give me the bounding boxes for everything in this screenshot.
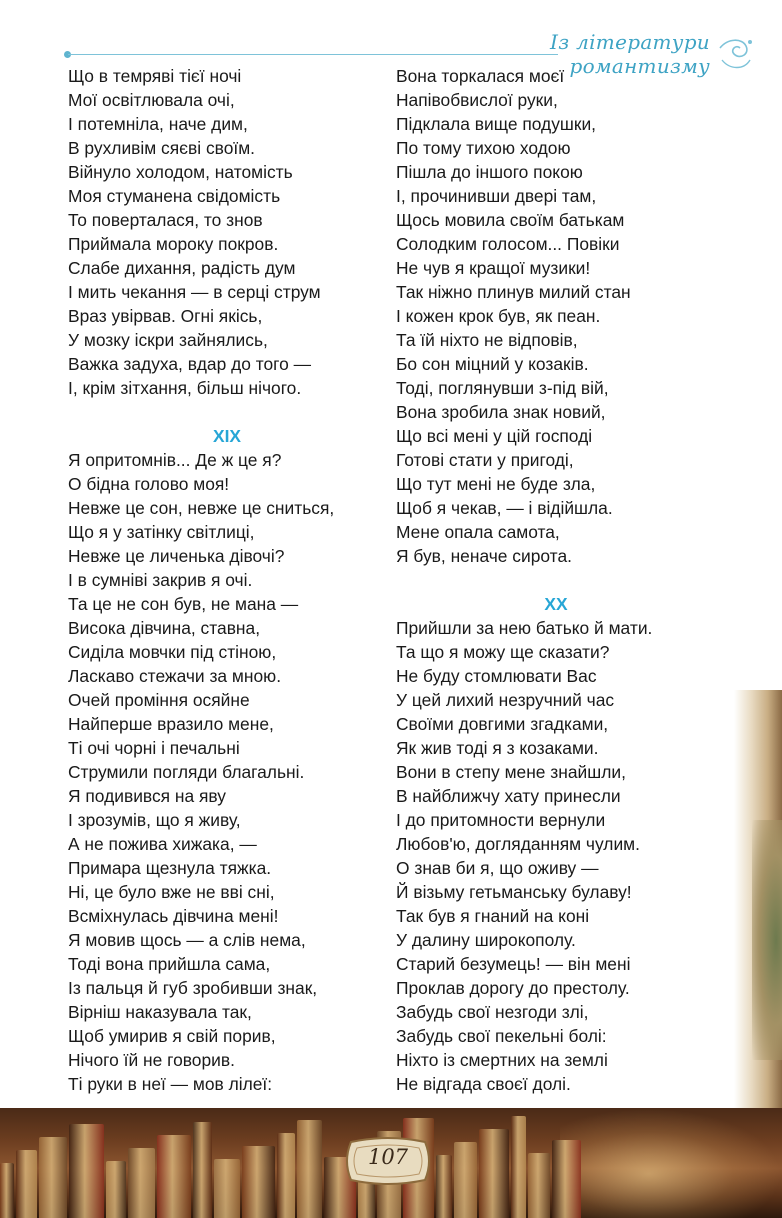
book-spine (157, 1135, 191, 1218)
poem-column-right (396, 64, 716, 1096)
poem-line: Я був, неначе сирота. (396, 546, 572, 566)
poem-line: Моя стуманена свідомість (68, 186, 281, 206)
poem-line: Що в темряві тієї ночі (68, 66, 242, 86)
page-number: 107 (367, 1145, 409, 1169)
poem-line: Війнуло холодом, натомість (68, 162, 293, 182)
poem-line: Ласкаво стежачи за мною. (68, 666, 282, 686)
poem-line: Щоб я чекав, — і відійшла. (396, 498, 613, 518)
poem-column-left (68, 64, 386, 1096)
poem-line: Примара щезнула тяжка. (68, 858, 272, 878)
poem-line: І, прочинивши двері там, (396, 186, 597, 206)
poem-line: У цей лихий незручний час (396, 690, 615, 710)
poem-line: Солодким голосом... Повіки (396, 234, 620, 254)
poem-line: І в сумніві закрив я очі. (68, 570, 253, 590)
poem-line: Щось мовила своїм батькам (396, 210, 625, 230)
poem-line: Очей проміння осяйне (68, 690, 250, 710)
poem-line: В рухливім сяєві своїм. (68, 138, 256, 158)
poem-line: Висока дівчина, ставна, (68, 618, 261, 638)
book-spine (242, 1146, 275, 1218)
poem-line: Ніхто із смертних на землі (396, 1050, 608, 1070)
poem-line: Пішла до іншого покою (396, 162, 583, 182)
poem-line: І зрозумів, що я живу, (68, 810, 241, 830)
poem-line: Напівобвислої руки, (396, 90, 558, 110)
poem-line: І мить чекання — в серці струм (68, 282, 321, 302)
stanza-heading: XIX (212, 426, 242, 446)
poem-line: Прийшли за нею батько й мати. (396, 618, 653, 638)
book-spine (39, 1137, 67, 1218)
book-spine (277, 1133, 295, 1218)
book-spine (552, 1140, 581, 1218)
book-spine (214, 1159, 240, 1218)
poem-line: Невже це сон, невже це сниться, (68, 498, 335, 518)
poem-line: Враз увірвав. Огні якісь, (68, 306, 263, 326)
poem-line: Приймала мороку покров. (68, 234, 279, 254)
header-rule (68, 54, 558, 55)
poem-line: Важка задуха, вдар до того — (68, 354, 312, 374)
poem-line: Нічого їй не говорив. (68, 1050, 235, 1070)
poem-line: Мої освітлювала очі, (68, 90, 235, 110)
poem-line: Та їй ніхто не відповів, (396, 330, 578, 350)
poem-line: Проклав дорогу до престолу. (396, 978, 630, 998)
poem-line: Найперше вразило мене, (68, 714, 274, 734)
poem-line: В найближчу хату принесли (396, 786, 621, 806)
poem-line: Не буду стомлювати Вас (396, 666, 597, 686)
poem-line: Тоді, поглянувши з-під вій, (396, 378, 609, 398)
poem-line: Я опритомнів... Де ж це я? (68, 450, 282, 470)
poem-line: Так був я гнаний на коні (396, 906, 590, 926)
book-spine (297, 1120, 322, 1218)
poem-line: Бо сон міцний у козаків. (396, 354, 589, 374)
poem-line: То поверталася, то знов (68, 210, 263, 230)
poem-line: І потемніла, наче дим, (68, 114, 248, 134)
poem-line: Слабе дихання, радість дум (68, 258, 296, 278)
poem-line: Струмили погляди благальні. (68, 762, 305, 782)
poem-line: Мене опала самота, (396, 522, 560, 542)
poem-line: Забудь свої незгоди злі, (396, 1002, 589, 1022)
book-spine (528, 1153, 550, 1218)
poem-line: Тоді вона прийшла сама, (68, 954, 271, 974)
poem-line: Що я у затінку світлиці, (68, 522, 255, 542)
poem-line: Так ніжно плинув милий стан (396, 282, 631, 302)
book-spine (128, 1148, 155, 1218)
poem-line: Й візьму гетьманську булаву! (396, 882, 632, 902)
poem-line: По тому тихою ходою (396, 138, 571, 158)
poem-line: А не пожива хижака, — (68, 834, 257, 854)
stanza-heading: XX (544, 594, 568, 614)
poem-line: Не чув я кращої музики! (396, 258, 591, 278)
poem-line: Ті руки в неї — мов лілеї: (68, 1074, 273, 1094)
poem-line: Вірніш наказувала так, (68, 1002, 252, 1022)
poem-line: Своїми довгими згадками, (396, 714, 609, 734)
poem-line: Вона зробила знак новий, (396, 402, 606, 422)
poem-line: Я подивився на яву (68, 786, 226, 806)
poem-line: Що тут мені не буде зла, (396, 474, 596, 494)
poem-line: У далину широкополу. (396, 930, 576, 950)
poem-line: І, крім зітхання, більш нічого. (68, 378, 302, 398)
poem-line: Сиділа мовчки під стіною, (68, 642, 277, 662)
poem-line: Не відгада своєї долі. (396, 1074, 571, 1094)
book-spine (106, 1161, 126, 1218)
poem-line: Із пальця й губ зробивши знак, (68, 978, 318, 998)
book-spine (436, 1155, 452, 1218)
decorative-side-painting-detail (752, 820, 782, 1060)
poem-line: Та це не сон був, не мана — (68, 594, 299, 614)
poem-line: Всміхнулась дівчина мені! (68, 906, 279, 926)
poem-line: О бідна голово моя! (68, 474, 230, 494)
poem-line: Як жив тоді я з козаками. (396, 738, 599, 758)
book-spine (193, 1122, 212, 1218)
section-title: Із літератури романтизму (550, 30, 710, 78)
poem-line: Старий безумець! — він мені (396, 954, 631, 974)
poem-line: Я мовив щось — а слів нема, (68, 930, 306, 950)
poem-line: Вона торкалася моєї (396, 66, 565, 86)
poem-line: Любов'ю, догляданням чулим. (396, 834, 640, 854)
poem-line: О знав би я, що оживу — (396, 858, 599, 878)
poem-line: У мозку іскри зайнялись, (68, 330, 268, 350)
poem-line: І до притомности вернули (396, 810, 606, 830)
poem-line: І кожен крок був, як пеан. (396, 306, 601, 326)
book-spine (16, 1150, 37, 1218)
poem-line: Ні, це було вже не вві сні, (68, 882, 275, 902)
book-spine (0, 1163, 14, 1218)
poem-line: Що всі мені у цій господі (396, 426, 593, 446)
poem-line: Невже це личенька дівочі? (68, 546, 285, 566)
poem-line: Вони в степу мене знайшли, (396, 762, 626, 782)
poem-line: Готові стати у пригоді, (396, 450, 574, 470)
candle-glow (560, 1108, 782, 1218)
book-spine (69, 1124, 104, 1218)
book-spine (511, 1116, 526, 1218)
poem-line: Підклала вище подушки, (396, 114, 597, 134)
poem-line: Щоб умирив я свій порив, (68, 1026, 276, 1046)
poem-line: Та що я можу ще сказати? (396, 642, 610, 662)
poem-line: Ті очі чорні і печальні (68, 738, 240, 758)
book-spine (479, 1129, 509, 1218)
book-spine (454, 1142, 477, 1218)
swirl-ornament-icon (716, 30, 756, 74)
poem-line: Забудь свої пекельні болі: (396, 1026, 607, 1046)
